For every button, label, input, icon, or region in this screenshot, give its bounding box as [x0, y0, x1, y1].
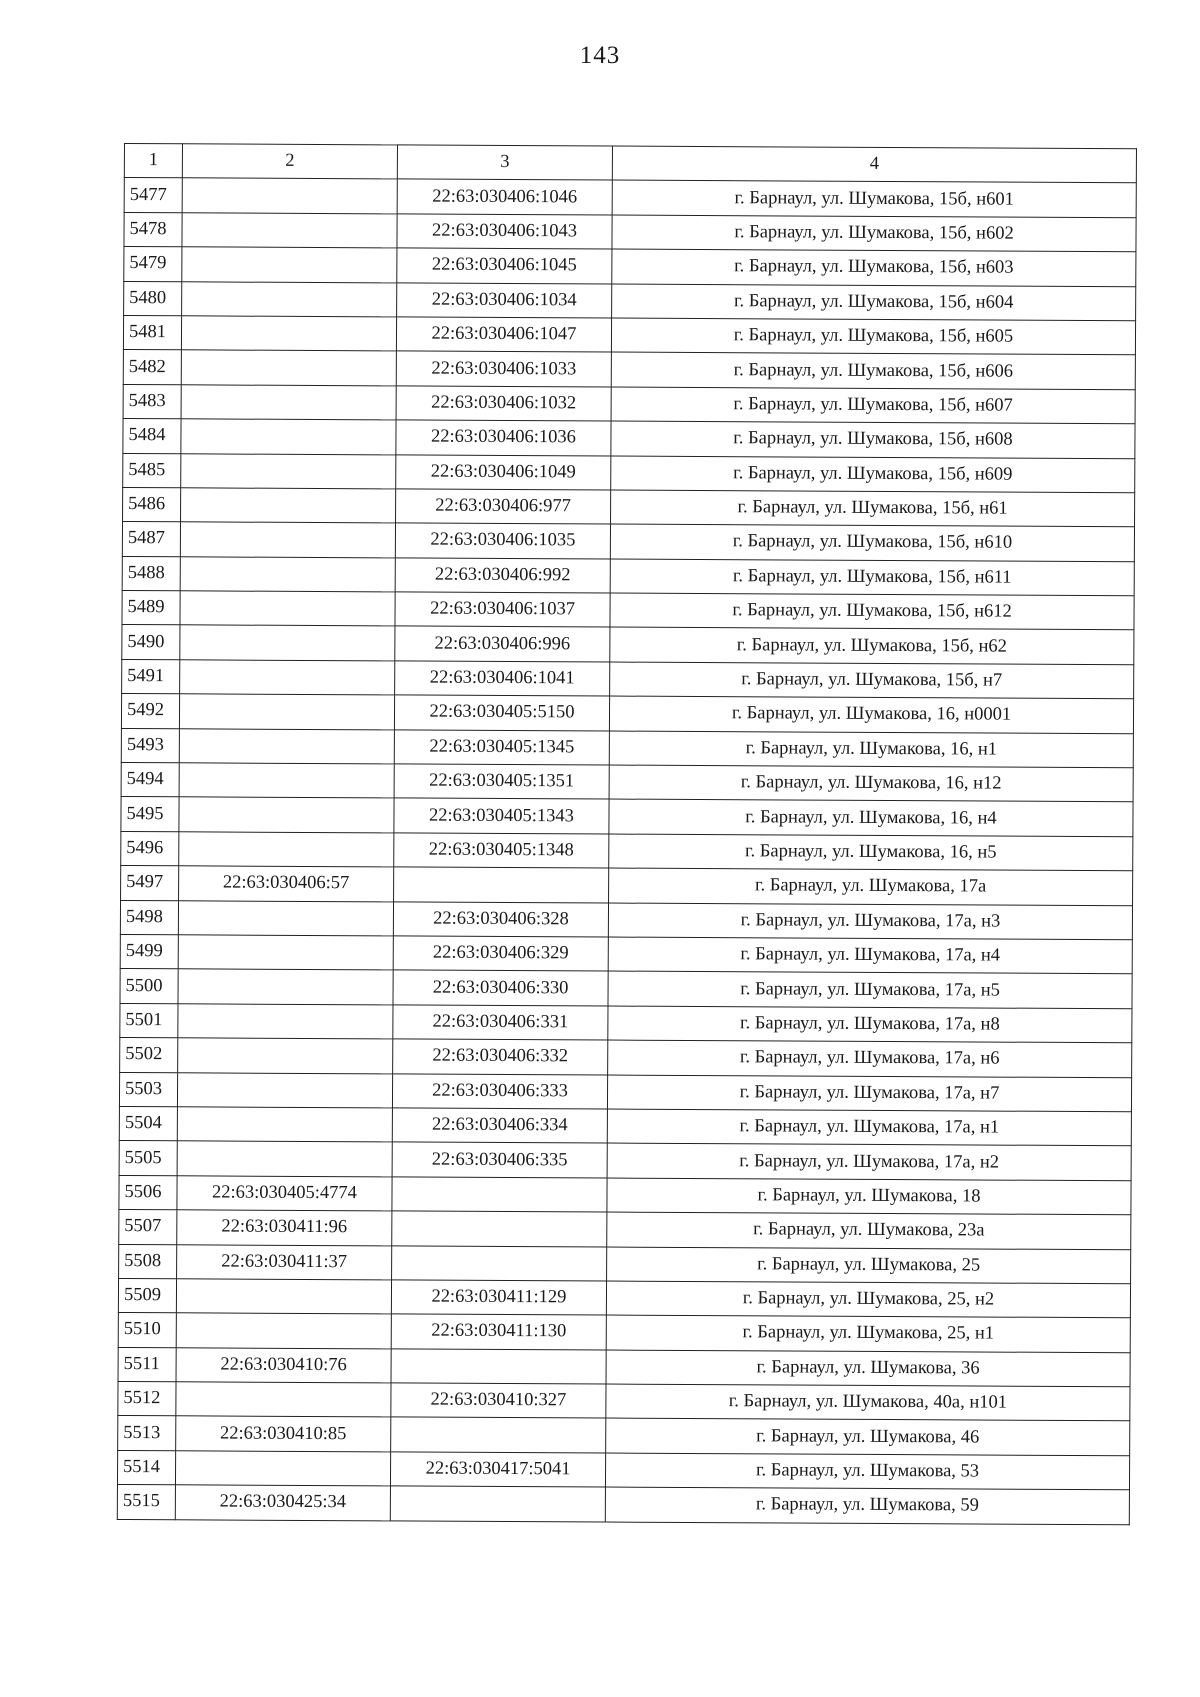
table-row: [120, 969, 1132, 1009]
row-number-cell: 5481: [123, 315, 181, 350]
address-cell: г. Барнаул, ул. Шумакова, 40а, н101: [606, 1384, 1130, 1421]
land-cadastral-number-cell: 22:63:030410:85: [176, 1416, 391, 1452]
address-cell: г. Барнаул, ул. Шумакова, 15б, н601: [612, 180, 1136, 217]
address-cell: г. Барнаул, ул. Шумакова, 25, н2: [606, 1281, 1130, 1318]
address-cell: г. Барнаул, ул. Шумакова, 15б, н611: [610, 559, 1134, 596]
premises-cadastral-number-cell: 22:63:030406:330: [393, 970, 608, 1006]
address-cell: г. Барнаул, ул. Шумакова, 15б, н603: [612, 249, 1136, 286]
address-cell: г. Барнаул, ул. Шумакова, 17а, н4: [608, 937, 1132, 974]
land-cadastral-number-cell: [179, 797, 394, 833]
land-cadastral-number-cell: [179, 728, 394, 764]
address-cell: г. Барнаул, ул. Шумакова, 15б, н61: [611, 490, 1135, 527]
address-cell: г. Барнаул, ул. Шумакова, 17а: [609, 868, 1133, 905]
row-number-cell: 5486: [123, 487, 181, 522]
land-cadastral-number-cell: [180, 591, 395, 627]
premises-cadastral-number-cell: 22:63:030406:1035: [395, 523, 610, 559]
address-cell: г. Барнаул, ул. Шумакова, 15б, н610: [610, 524, 1134, 561]
premises-cadastral-number-cell: 22:63:030406:332: [393, 1039, 608, 1075]
address-cell: г. Барнаул, ул. Шумакова, 15б, н605: [611, 318, 1135, 355]
premises-cadastral-number-cell: 22:63:030405:1348: [394, 833, 609, 869]
row-number-cell: 5477: [124, 178, 182, 213]
address-cell: г. Барнаул, ул. Шумакова, 23а: [607, 1212, 1131, 1249]
table-row: [118, 1416, 1130, 1456]
address-cell: г. Барнаул, ул. Шумакова, 15б, н607: [611, 387, 1135, 424]
premises-cadastral-number-cell: 22:63:030406:996: [395, 626, 610, 662]
land-cadastral-number-cell: 22:63:030411:37: [177, 1244, 392, 1280]
address-cell: г. Барнаул, ул. Шумакова, 17а, н7: [607, 1075, 1131, 1112]
land-cadastral-number-cell: [181, 350, 396, 386]
row-number-cell: 5489: [122, 591, 180, 626]
land-cadastral-number-cell: [181, 453, 396, 489]
address-cell: г. Барнаул, ул. Шумакова, 53: [605, 1453, 1129, 1490]
row-number-cell: 5490: [122, 625, 180, 660]
table-row: [119, 1244, 1131, 1284]
land-cadastral-number-cell: [181, 419, 396, 455]
table-row: [120, 1003, 1132, 1043]
address-cell: г. Барнаул, ул. Шумакова, 17а, н3: [608, 903, 1132, 940]
table-row: [120, 934, 1132, 974]
land-cadastral-number-cell: [179, 694, 394, 730]
land-cadastral-number-cell: [180, 625, 395, 661]
premises-cadastral-number-cell: 22:63:030406:977: [396, 489, 611, 525]
land-cadastral-number-cell: [180, 522, 395, 558]
premises-cadastral-number-cell: 22:63:030406:1041: [395, 661, 610, 697]
premises-cadastral-number-cell: 22:63:030406:992: [395, 558, 610, 594]
table-row: [117, 1450, 1129, 1490]
row-number-cell: 5504: [119, 1106, 177, 1141]
premises-cadastral-number-cell: 22:63:030405:1343: [394, 798, 609, 834]
table-row: [119, 1106, 1131, 1146]
table-row: [121, 728, 1133, 768]
address-cell: г. Барнаул, ул. Шумакова, 16, н5: [609, 834, 1133, 871]
land-cadastral-number-cell: [178, 969, 393, 1005]
land-cadastral-number-cell: [181, 488, 396, 524]
table-row: [119, 1210, 1131, 1250]
premises-cadastral-number-cell: 22:63:030417:5041: [390, 1452, 605, 1488]
table-row: [123, 419, 1135, 459]
premises-cadastral-number-cell: 22:63:030406:1046: [397, 179, 612, 215]
address-cell: г. Барнаул, ул. Шумакова, 15б, н609: [611, 456, 1135, 493]
row-number-cell: 5500: [120, 969, 178, 1004]
premises-cadastral-number-cell: [390, 1486, 605, 1522]
premises-cadastral-number-cell: 22:63:030406:1032: [396, 386, 611, 422]
row-number-cell: 5482: [123, 350, 181, 385]
table-row: [122, 591, 1134, 631]
row-number-cell: 5487: [122, 522, 180, 557]
row-number-cell: 5496: [121, 831, 179, 866]
land-cadastral-number-cell: [180, 660, 395, 696]
table-body: [117, 178, 1136, 1525]
row-number-cell: 5478: [124, 212, 182, 247]
address-cell: г. Барнаул, ул. Шумакова, 25: [607, 1247, 1131, 1284]
row-number-cell: 5495: [121, 797, 179, 832]
address-cell: г. Барнаул, ул. Шумакова, 16, н4: [609, 799, 1133, 836]
row-number-cell: 5506: [119, 1175, 177, 1210]
land-cadastral-number-cell: 22:63:030405:4774: [177, 1176, 392, 1212]
row-number-cell: 5479: [124, 247, 182, 282]
address-cell: г. Барнаул, ул. Шумакова, 17а, н6: [608, 1040, 1132, 1077]
address-cell: г. Барнаул, ул. Шумакова, 16, н1: [609, 731, 1133, 768]
land-cadastral-number-cell: [182, 247, 397, 283]
land-cadastral-number-cell: [182, 213, 397, 249]
row-number-cell: 5492: [121, 694, 179, 729]
land-cadastral-number-cell: [177, 1107, 392, 1143]
header-col-2: 2: [182, 144, 397, 180]
land-cadastral-number-cell: 22:63:030410:76: [176, 1347, 391, 1383]
address-cell: г. Барнаул, ул. Шумакова, 17а, н8: [608, 1006, 1132, 1043]
address-cell: г. Барнаул, ул. Шумакова, 15б, н602: [612, 215, 1136, 252]
land-cadastral-number-cell: [179, 832, 394, 868]
row-number-cell: 5503: [119, 1072, 177, 1107]
premises-cadastral-number-cell: [392, 1177, 607, 1213]
premises-cadastral-number-cell: 22:63:030406:331: [393, 1005, 608, 1041]
premises-cadastral-number-cell: 22:63:030405:1351: [394, 764, 609, 800]
premises-cadastral-number-cell: 22:63:030406:1033: [396, 351, 611, 387]
land-cadastral-number-cell: [176, 1279, 391, 1315]
row-number-cell: 5494: [121, 763, 179, 798]
table-row: [124, 178, 1136, 218]
address-cell: г. Барнаул, ул. Шумакова, 17а, н1: [607, 1109, 1131, 1146]
land-cadastral-number-cell: [178, 1038, 393, 1074]
table-row: [122, 625, 1134, 665]
address-cell: г. Барнаул, ул. Шумакова, 46: [606, 1418, 1130, 1455]
address-cell: г. Барнаул, ул. Шумакова, 15б, н606: [611, 352, 1135, 389]
land-cadastral-number-cell: [179, 763, 394, 799]
address-cell: г. Барнаул, ул. Шумакова, 17а, н2: [607, 1143, 1131, 1180]
table-row: [123, 487, 1135, 527]
land-cadastral-number-cell: 22:63:030406:57: [179, 866, 394, 902]
land-cadastral-number-cell: 22:63:030425:34: [175, 1485, 390, 1521]
premises-cadastral-number-cell: 22:63:030406:1036: [396, 420, 611, 456]
land-cadastral-number-cell: [178, 935, 393, 971]
table-row: [124, 212, 1136, 252]
premises-cadastral-number-cell: 22:63:030406:1043: [397, 214, 612, 250]
land-cadastral-number-cell: [177, 1072, 392, 1108]
row-number-cell: 5514: [117, 1450, 175, 1485]
table-row: [121, 831, 1133, 871]
table-row: [123, 453, 1135, 493]
premises-cadastral-number-cell: 22:63:030406:329: [393, 936, 608, 972]
row-number-cell: 5480: [124, 281, 182, 316]
premises-cadastral-number-cell: 22:63:030406:1034: [397, 282, 612, 318]
address-cell: г. Барнаул, ул. Шумакова, 17а, н5: [608, 971, 1132, 1008]
row-number-cell: 5515: [117, 1485, 175, 1520]
table-row: [121, 694, 1133, 734]
land-cadastral-number-cell: 22:63:030411:96: [177, 1210, 392, 1246]
premises-cadastral-number-cell: 22:63:030411:130: [391, 1314, 606, 1350]
table-row: [119, 1141, 1131, 1181]
registry-table: [117, 143, 1137, 1525]
row-number-cell: 5508: [119, 1244, 177, 1279]
premises-cadastral-number-cell: 22:63:030410:327: [391, 1383, 606, 1419]
row-number-cell: 5505: [119, 1141, 177, 1176]
address-cell: г. Барнаул, ул. Шумакова, 59: [605, 1487, 1129, 1524]
table-row: [122, 522, 1134, 562]
table-row: [121, 866, 1133, 906]
premises-cadastral-number-cell: 22:63:030406:1037: [395, 592, 610, 628]
premises-cadastral-number-cell: 22:63:030406:335: [392, 1142, 607, 1178]
row-number-cell: 5510: [118, 1313, 176, 1348]
premises-cadastral-number-cell: 22:63:030405:1345: [394, 730, 609, 766]
row-number-cell: 5485: [123, 453, 181, 488]
land-cadastral-number-cell: [175, 1451, 390, 1487]
land-cadastral-number-cell: [182, 281, 397, 317]
table-row: [123, 315, 1135, 355]
land-cadastral-number-cell: [181, 316, 396, 352]
land-cadastral-number-cell: [178, 1004, 393, 1040]
table-row: [124, 247, 1136, 287]
table-row: [118, 1382, 1130, 1422]
row-number-cell: 5499: [120, 934, 178, 969]
table-row: [118, 1313, 1130, 1353]
row-number-cell: 5491: [122, 659, 180, 694]
premises-cadastral-number-cell: 22:63:030406:1049: [396, 454, 611, 490]
address-cell: г. Барнаул, ул. Шумакова, 18: [607, 1178, 1131, 1215]
premises-cadastral-number-cell: [392, 1245, 607, 1281]
table-row: [122, 659, 1134, 699]
row-number-cell: 5484: [123, 419, 181, 454]
table-row: [124, 281, 1136, 321]
land-cadastral-number-cell: [181, 385, 396, 421]
row-number-cell: 5513: [118, 1416, 176, 1451]
premises-cadastral-number-cell: [394, 867, 609, 903]
table-row: [123, 384, 1135, 424]
premises-cadastral-number-cell: 22:63:030406:1045: [397, 248, 612, 284]
table-row: [121, 763, 1133, 803]
table-row: [123, 350, 1135, 390]
table-row: [120, 900, 1132, 940]
premises-cadastral-number-cell: 22:63:030405:5150: [394, 695, 609, 731]
row-number-cell: 5497: [121, 866, 179, 901]
premises-cadastral-number-cell: [392, 1211, 607, 1247]
land-cadastral-number-cell: [177, 1141, 392, 1177]
table-row: [117, 1485, 1129, 1525]
premises-cadastral-number-cell: [391, 1349, 606, 1385]
address-cell: г. Барнаул, ул. Шумакова, 25, н1: [606, 1315, 1130, 1352]
table-row: [120, 1038, 1132, 1078]
table-row: [119, 1175, 1131, 1215]
land-cadastral-number-cell: [176, 1382, 391, 1418]
table-row: [122, 556, 1134, 596]
address-cell: г. Барнаул, ул. Шумакова, 15б, н612: [610, 593, 1134, 630]
table-row: [119, 1072, 1131, 1112]
address-cell: г. Барнаул, ул. Шумакова, 16, н12: [609, 765, 1133, 802]
page-number: 143: [579, 42, 621, 69]
row-number-cell: 5507: [119, 1210, 177, 1245]
row-number-cell: 5498: [120, 900, 178, 935]
land-cadastral-number-cell: [178, 900, 393, 936]
premises-cadastral-number-cell: 22:63:030406:334: [392, 1108, 607, 1144]
premises-cadastral-number-cell: 22:63:030411:129: [391, 1280, 606, 1316]
row-number-cell: 5511: [118, 1347, 176, 1382]
header-col-3: 3: [397, 145, 612, 181]
land-cadastral-number-cell: [176, 1313, 391, 1349]
row-number-cell: 5509: [118, 1278, 176, 1313]
premises-cadastral-number-cell: 22:63:030406:333: [392, 1073, 607, 1109]
header-col-4: 4: [612, 146, 1136, 183]
premises-cadastral-number-cell: 22:63:030406:328: [393, 902, 608, 938]
row-number-cell: 5501: [120, 1003, 178, 1038]
header-row: [124, 144, 1136, 184]
premises-cadastral-number-cell: 22:63:030406:1047: [396, 317, 611, 353]
address-cell: г. Барнаул, ул. Шумакова, 15б, н604: [612, 284, 1136, 321]
row-number-cell: 5512: [118, 1382, 176, 1417]
table-header: [124, 144, 1136, 184]
address-cell: г. Барнаул, ул. Шумакова, 16, н0001: [609, 696, 1133, 733]
table-row: [118, 1278, 1130, 1318]
address-cell: г. Барнаул, ул. Шумакова, 15б, н608: [611, 421, 1135, 458]
header-col-1: 1: [124, 144, 182, 179]
land-cadastral-number-cell: [182, 178, 397, 214]
row-number-cell: 5488: [122, 556, 180, 591]
address-cell: г. Барнаул, ул. Шумакова, 36: [606, 1350, 1130, 1387]
row-number-cell: 5493: [121, 728, 179, 763]
address-cell: г. Барнаул, ул. Шумакова, 15б, н7: [610, 662, 1134, 699]
table-row: [118, 1347, 1130, 1387]
address-cell: г. Барнаул, ул. Шумакова, 15б, н62: [610, 628, 1134, 665]
row-number-cell: 5483: [123, 384, 181, 419]
land-cadastral-number-cell: [180, 556, 395, 592]
row-number-cell: 5502: [120, 1038, 178, 1073]
table-row: [121, 797, 1133, 837]
premises-cadastral-number-cell: [391, 1417, 606, 1453]
